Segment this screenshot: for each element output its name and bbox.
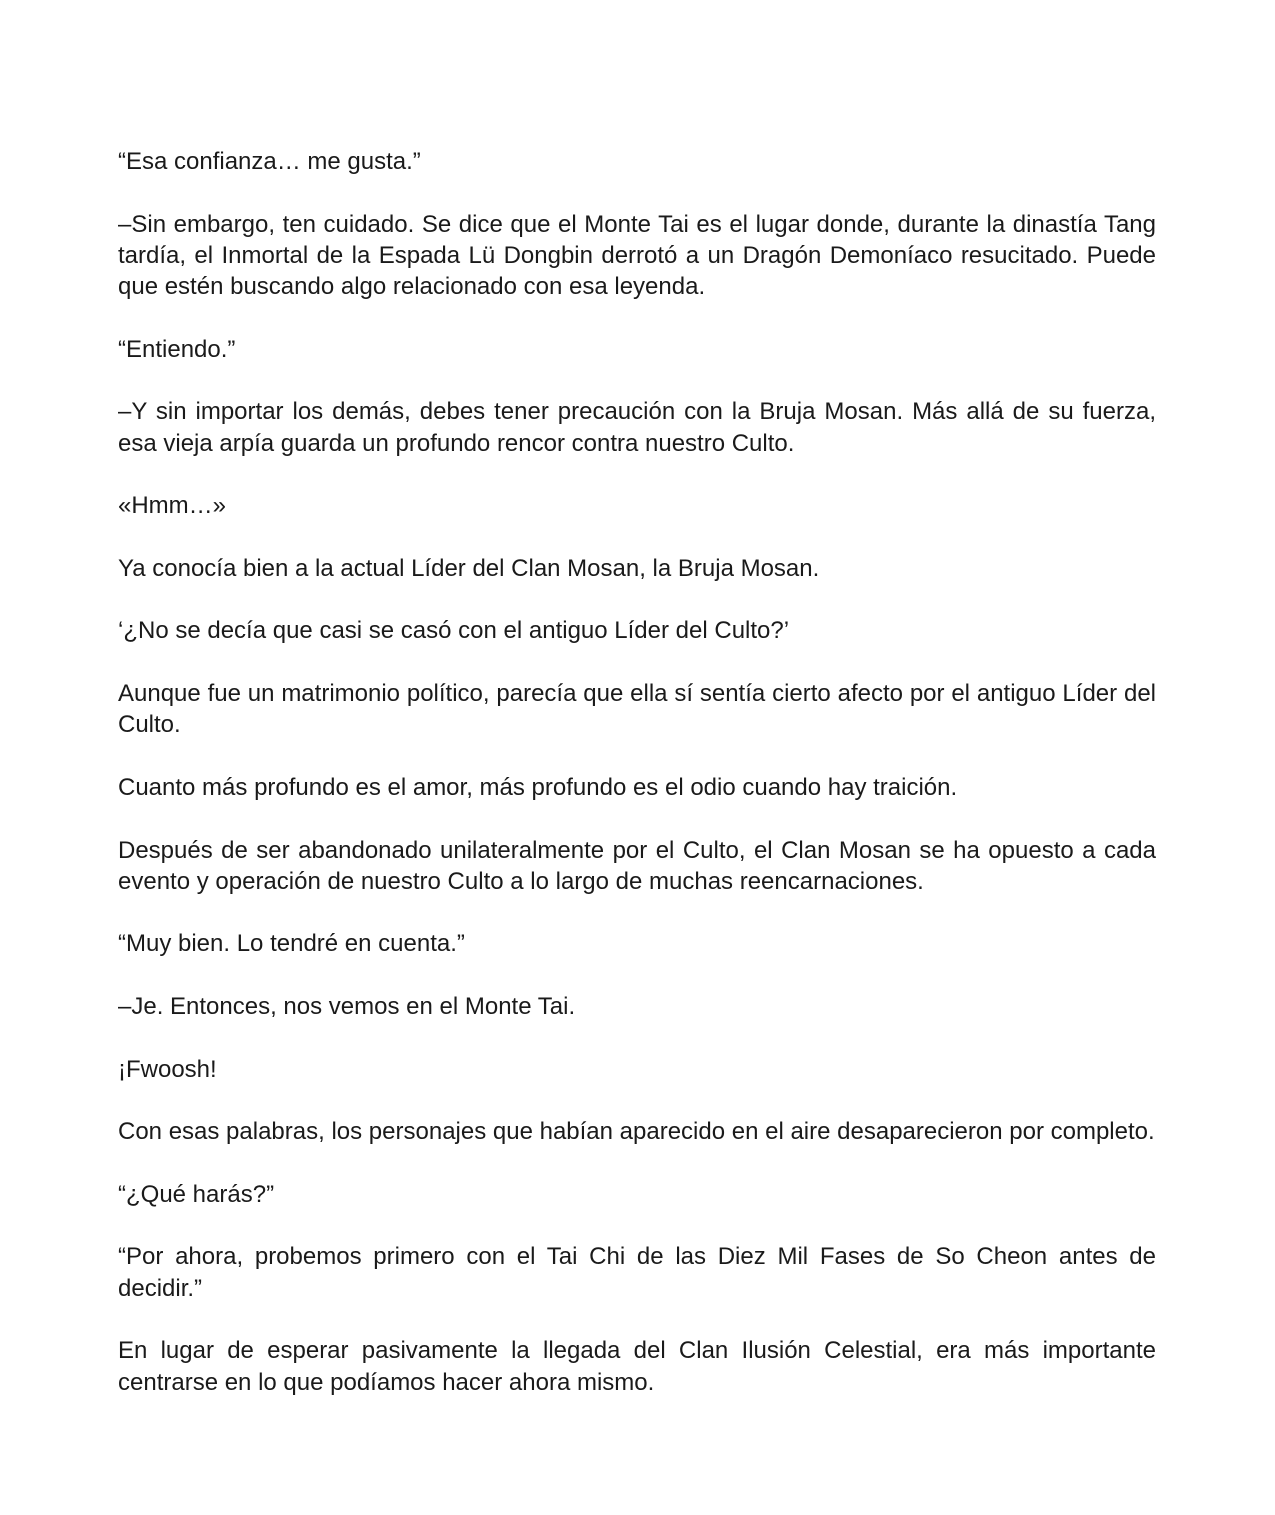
paragraph: “Entiendo.” [118,335,236,363]
paragraph: Con esas palabras, los personajes que habían aparecido en el aire desaparecieron por completo. [118,1118,1155,1146]
paragraph: Cuanto más profundo es el amor, más profundo es el odio cuando hay traición. [118,773,958,801]
paragraph: –Je. Entonces, nos vemos en el Monte Tai. [118,993,576,1021]
paragraph: “Por ahora, probemos primero con el Tai Chi de las Diez Mil Fases de So Cheon antes de decidir.” [118,1243,1156,1302]
paragraph: ¡Fwoosh! [118,1055,217,1083]
paragraph: ‘¿No se decía que casi se casó con el antiguo Líder del Culto?’ [118,617,790,645]
paragraph: –Sin embargo, ten cuidado. Se dice que el Monte Tai es el lugar donde, durante la dinastía Tang tardía, el Inmortal de la Espada Lü Dongbin derrotó a un Dragón Demoníaco resucitado. Puede que estén buscando algo relacionado con esa leyenda. [118,210,1156,301]
paragraph: Después de ser abandonado unilateralmente por el Culto, el Clan Mosan se ha opuesto a cada evento y operación de nuestro Culto a lo largo de muchas reencarnaciones. [118,836,1156,895]
paragraph: –Y sin importar los demás, debes tener precaución con la Bruja Mosan. Más allá de su fuerza, esa vieja arpía guarda un profundo rencor contra nuestro Culto. [118,398,1156,457]
paragraph: “Muy bien. Lo tendré en cuenta.” [118,930,465,958]
document-page [118,146,1156,1429]
paragraph: “¿Qué harás?” [118,1180,275,1208]
paragraph: En lugar de esperar pasivamente la llegada del Clan Ilusión Celestial, era más importante centrarse en lo que podíamos hacer ahora mismo. [118,1337,1156,1396]
paragraph: «Hmm…» [118,492,227,520]
paragraph: “Esa confianza… me gusta.” [118,148,421,175]
paragraph: Aunque fue un matrimonio político, parecía que ella sí sentía cierto afecto por el antiguo Líder del Culto. [118,680,1156,739]
paragraph: Ya conocía bien a la actual Líder del Clan Mosan, la Bruja Mosan. [118,554,820,582]
